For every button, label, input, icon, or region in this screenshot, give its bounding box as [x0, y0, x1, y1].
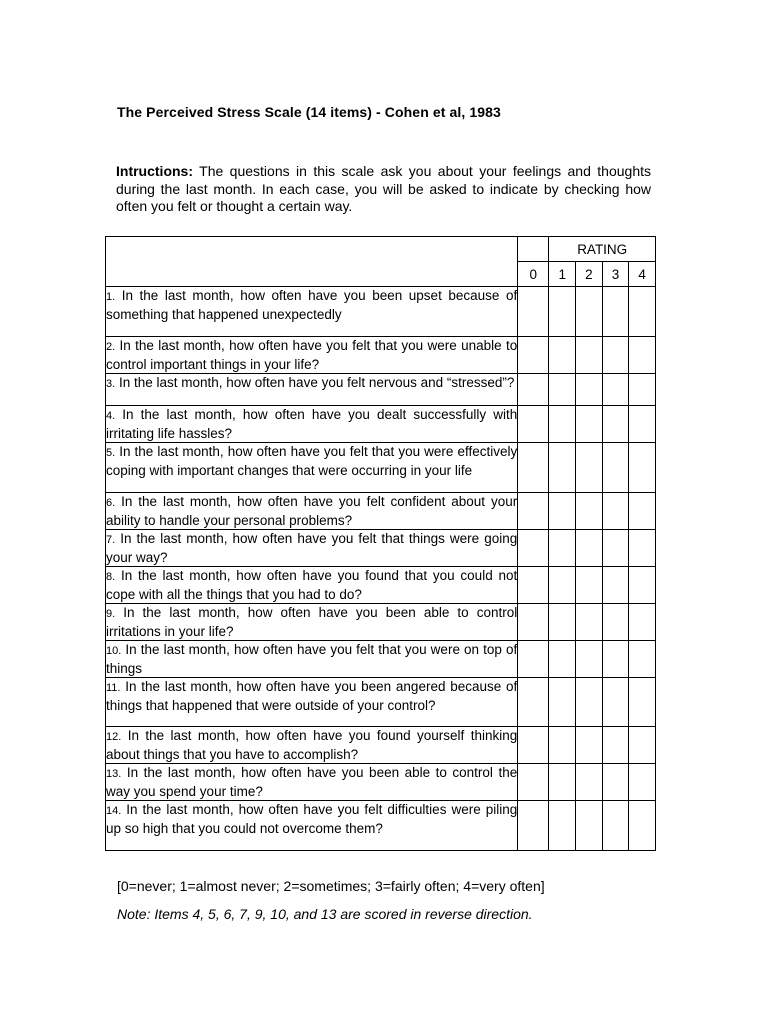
- rating-checkbox-cell[interactable]: [629, 641, 656, 678]
- question-text: In the last month, how often have you been able to control irritations in your life?: [106, 605, 518, 639]
- table-header-row: [106, 237, 656, 262]
- rating-checkbox-cell[interactable]: [629, 678, 656, 727]
- spacer-cell: [518, 406, 549, 443]
- spacer-cell: [518, 567, 549, 604]
- rating-checkbox-cell[interactable]: [629, 801, 656, 851]
- rating-checkbox-cell[interactable]: [549, 727, 576, 764]
- rating-checkbox-cell[interactable]: [576, 374, 603, 406]
- rating-checkbox-cell[interactable]: [629, 530, 656, 567]
- rating-legend: [0=never; 1=almost never; 2=sometimes; 3=fairly often; 4=very often]: [117, 878, 545, 894]
- scale-label-0: 0: [518, 262, 549, 287]
- question-number: 4.: [106, 410, 116, 422]
- rating-checkbox-cell[interactable]: [629, 337, 656, 374]
- spacer-cell: [518, 493, 549, 530]
- question-number: 9.: [106, 608, 116, 620]
- spacer-cell: [518, 678, 549, 727]
- rating-checkbox-cell[interactable]: [549, 567, 576, 604]
- question-text: In the last month, how often have you felt that you were on top of things: [106, 642, 518, 676]
- rating-checkbox-cell[interactable]: [549, 406, 576, 443]
- question-cell: [106, 337, 518, 374]
- scale-label-1: 1: [549, 262, 576, 287]
- question-text: In the last month, how often have you been upset because of something that happened unexpectedly: [106, 288, 518, 322]
- rating-checkbox-cell[interactable]: [576, 727, 603, 764]
- table-row: [106, 727, 656, 764]
- rating-header: RATING: [549, 237, 656, 262]
- scale-label-2: 2: [576, 262, 603, 287]
- question-text: In the last month, how often have you found that you could not cope with all the things that you had to do?: [106, 568, 518, 602]
- question-number: 13.: [106, 768, 122, 780]
- table-row: [106, 641, 656, 678]
- instructions-label: Intructions:: [116, 163, 193, 179]
- rating-checkbox-cell[interactable]: [576, 641, 603, 678]
- rating-checkbox-cell[interactable]: [549, 493, 576, 530]
- question-text: In the last month, how often have you been angered because of things that happened that were outside of your control?: [106, 679, 518, 713]
- rating-checkbox-cell[interactable]: [629, 493, 656, 530]
- spacer-cell: [518, 374, 549, 406]
- rating-checkbox-cell[interactable]: [602, 801, 629, 851]
- rating-checkbox-cell[interactable]: [576, 801, 603, 851]
- question-text: In the last month, how often have you felt that you were effectively coping with important changes that were occurring in your life: [106, 444, 518, 478]
- table-row: [106, 530, 656, 567]
- spacer-cell: [518, 801, 549, 851]
- rating-checkbox-cell[interactable]: [602, 287, 629, 337]
- rating-checkbox-cell[interactable]: [576, 530, 603, 567]
- rating-checkbox-cell[interactable]: [602, 443, 629, 493]
- rating-checkbox-cell[interactable]: [576, 493, 603, 530]
- question-cell: [106, 530, 518, 567]
- question-number: 2.: [106, 341, 116, 353]
- rating-checkbox-cell[interactable]: [576, 764, 603, 801]
- question-cell: [106, 374, 518, 406]
- question-text: In the last month, how often have you felt nervous and “stressed”?: [118, 375, 515, 390]
- rating-checkbox-cell[interactable]: [602, 641, 629, 678]
- instructions: [116, 163, 651, 216]
- question-number: 12.: [106, 731, 122, 743]
- question-header-cell: [106, 237, 518, 287]
- rating-checkbox-cell[interactable]: [602, 678, 629, 727]
- scale-label-4: 4: [629, 262, 656, 287]
- rating-checkbox-cell[interactable]: [576, 604, 603, 641]
- rating-checkbox-cell[interactable]: [549, 801, 576, 851]
- rating-checkbox-cell[interactable]: [576, 287, 603, 337]
- spacer-cell: [518, 530, 549, 567]
- rating-checkbox-cell[interactable]: [629, 287, 656, 337]
- question-cell: [106, 801, 518, 851]
- rating-checkbox-cell[interactable]: [602, 764, 629, 801]
- rating-checkbox-cell[interactable]: [629, 727, 656, 764]
- table-row: [106, 374, 656, 406]
- rating-checkbox-cell[interactable]: [629, 764, 656, 801]
- rating-checkbox-cell[interactable]: [576, 337, 603, 374]
- instructions-text: The questions in this scale ask you about your feelings and thoughts during the last month. In each case, you will be asked to indicate by checking how often you felt or thought a certain way.: [116, 163, 651, 214]
- rating-checkbox-cell[interactable]: [602, 493, 629, 530]
- rating-checkbox-cell[interactable]: [602, 727, 629, 764]
- question-cell: [106, 287, 518, 337]
- rating-checkbox-cell[interactable]: [602, 530, 629, 567]
- spacer-header-cell: [518, 237, 549, 262]
- question-number: 10.: [106, 645, 122, 657]
- question-number: 6.: [106, 497, 116, 509]
- question-cell: [106, 764, 518, 801]
- question-text: In the last month, how often have you found yourself thinking about things that you have to accomplish?: [106, 728, 518, 762]
- table-row: [106, 493, 656, 530]
- question-text: In the last month, how often have you been able to control the way you spend your time?: [106, 765, 518, 799]
- rating-checkbox-cell[interactable]: [576, 567, 603, 604]
- table-row: [106, 678, 656, 727]
- question-number: 8.: [106, 571, 116, 583]
- question-number: 7.: [106, 534, 116, 546]
- spacer-cell: [518, 727, 549, 764]
- rating-checkbox-cell[interactable]: [629, 406, 656, 443]
- rating-checkbox-cell[interactable]: [549, 641, 576, 678]
- question-text: In the last month, how often have you felt that things were going your way?: [106, 531, 518, 565]
- spacer-cell: [518, 764, 549, 801]
- rating-checkbox-cell[interactable]: [629, 604, 656, 641]
- table-row: [106, 443, 656, 493]
- question-cell: [106, 727, 518, 764]
- rating-checkbox-cell[interactable]: [549, 764, 576, 801]
- rating-checkbox-cell[interactable]: [549, 287, 576, 337]
- table-row: [106, 406, 656, 443]
- rating-checkbox-cell[interactable]: [549, 443, 576, 493]
- table-row: [106, 287, 656, 337]
- question-text: In the last month, how often have you dealt successfully with irritating life hassles?: [106, 407, 518, 441]
- rating-checkbox-cell[interactable]: [629, 443, 656, 493]
- rating-checkbox-cell[interactable]: [629, 374, 656, 406]
- scoring-note: Note: Items 4, 5, 6, 7, 9, 10, and 13 are scored in reverse direction.: [117, 906, 533, 922]
- table-row: [106, 604, 656, 641]
- rating-checkbox-cell[interactable]: [549, 604, 576, 641]
- question-text: In the last month, how often have you felt confident about your ability to handle your personal problems?: [106, 494, 518, 528]
- spacer-cell: [518, 337, 549, 374]
- table-row: [106, 764, 656, 801]
- question-number: 3.: [106, 378, 116, 390]
- question-cell: [106, 406, 518, 443]
- rating-checkbox-cell[interactable]: [549, 678, 576, 727]
- spacer-cell: [518, 641, 549, 678]
- rating-checkbox-cell[interactable]: [576, 678, 603, 727]
- table-row: [106, 567, 656, 604]
- rating-checkbox-cell[interactable]: [602, 604, 629, 641]
- table-row: [106, 337, 656, 374]
- question-cell: [106, 567, 518, 604]
- question-number: 1.: [106, 291, 116, 303]
- rating-checkbox-cell[interactable]: [602, 567, 629, 604]
- question-number: 14.: [106, 805, 122, 817]
- page-title: The Perceived Stress Scale (14 items) - Cohen et al, 1983: [117, 104, 501, 120]
- question-text: In the last month, how often have you felt difficulties were piling up so high that you could not overcome them?: [106, 802, 518, 836]
- question-cell: [106, 641, 518, 678]
- rating-checkbox-cell[interactable]: [549, 374, 576, 406]
- rating-checkbox-cell[interactable]: [576, 443, 603, 493]
- question-number: 5.: [106, 447, 116, 459]
- rating-checkbox-cell[interactable]: [576, 406, 603, 443]
- question-cell: [106, 493, 518, 530]
- rating-checkbox-cell[interactable]: [549, 337, 576, 374]
- table-row: [106, 801, 656, 851]
- rating-checkbox-cell[interactable]: [602, 374, 629, 406]
- question-cell: [106, 443, 518, 493]
- scale-label-3: 3: [602, 262, 629, 287]
- spacer-cell: [518, 443, 549, 493]
- spacer-cell: [518, 604, 549, 641]
- rating-checkbox-cell[interactable]: [549, 530, 576, 567]
- rating-checkbox-cell[interactable]: [629, 567, 656, 604]
- question-cell: [106, 604, 518, 641]
- rating-checkbox-cell[interactable]: [602, 337, 629, 374]
- rating-checkbox-cell[interactable]: [602, 406, 629, 443]
- question-text: In the last month, how often have you felt that you were unable to control important things in your life?: [106, 338, 518, 372]
- question-number: 11.: [106, 682, 121, 694]
- spacer-cell: [518, 287, 549, 337]
- rating-table: [105, 236, 656, 851]
- question-cell: [106, 678, 518, 727]
